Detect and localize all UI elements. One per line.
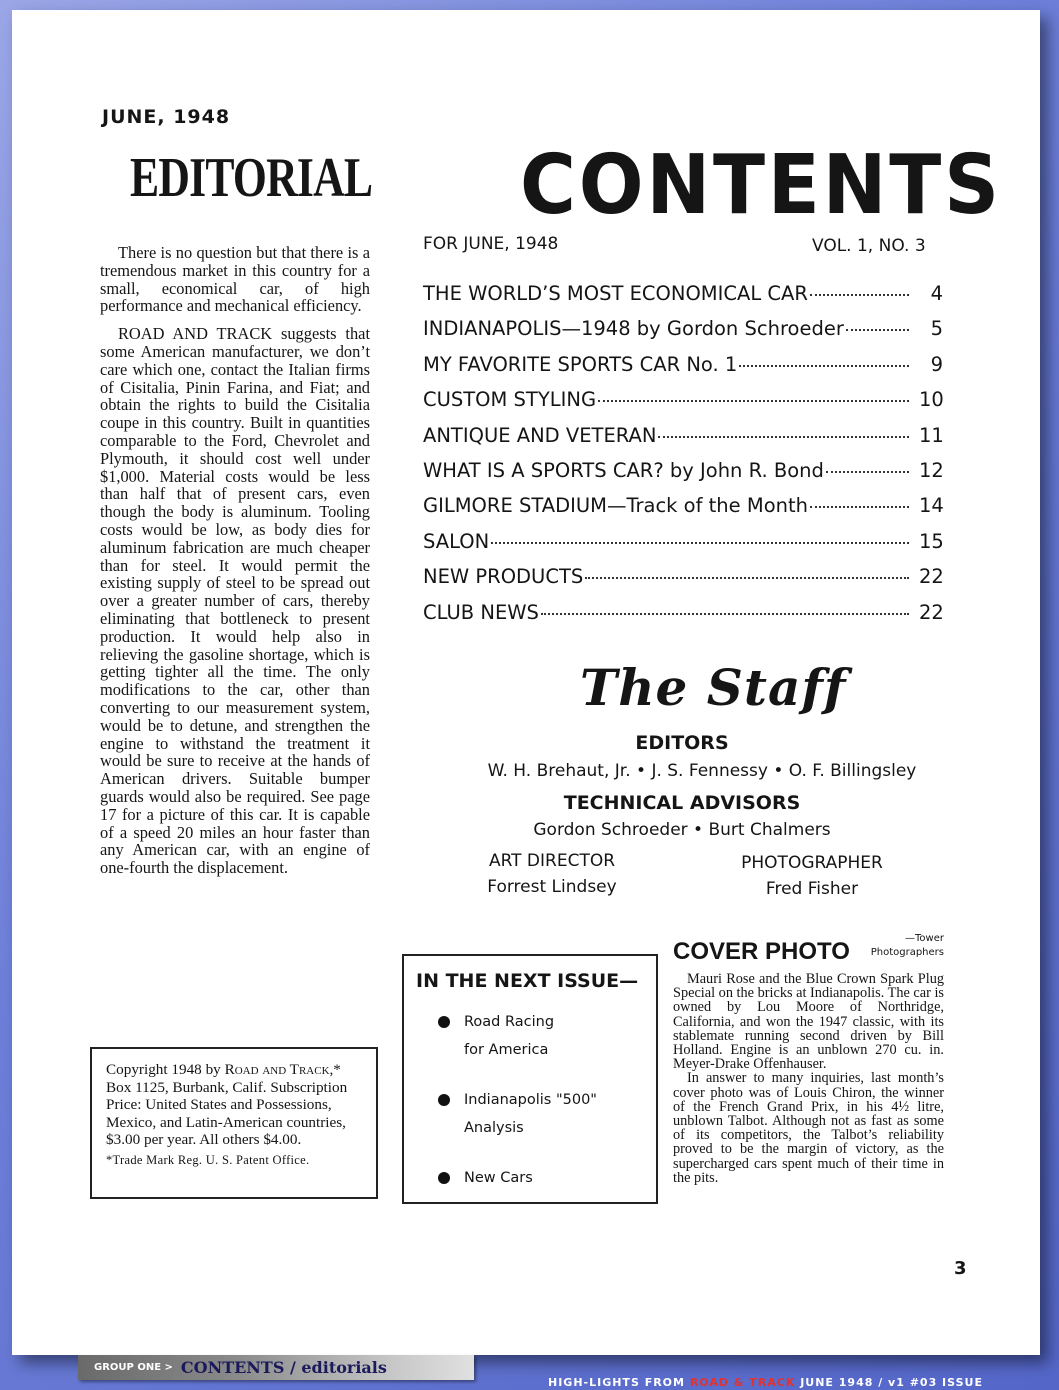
copyright-text xyxy=(106,1061,368,1149)
toc-row[interactable] xyxy=(423,424,943,459)
contents-issue: FOR JUNE, 1948 xyxy=(423,234,559,254)
next-item-line: for America xyxy=(464,1042,549,1058)
tech-advisors-names: Gordon Schroeder • Burt Chalmers xyxy=(533,820,831,840)
next-issue-box xyxy=(402,954,658,1204)
cover-paragraph: Mauri Rose and the Blue Crown Spark Plug Special on the bricks at Indianapolis. The car is owned by Lou Moore of Northridge, California, and won the 1947 classic, with its stablemate running second driven by Bill Holland. Engine is an unblown 270 cu. in. Meyer-Drake Offenhauser. xyxy=(673,971,944,1073)
toc-title: WHAT IS A SPORTS CAR? by John R. Bond xyxy=(423,458,824,482)
toc-page: 14 xyxy=(919,494,944,518)
cover-paragraph: In answer to many inquiries, last month’s cover photo was of Louis Chiron, the winner of the French Grand Prix, in his 4½ litre, unblown Talbot. Although not as fast as some of its competitors, the Talbot’s reliability proved to be the margin of victory, as the supercharged cars spent much of their time in the pits. xyxy=(673,1070,944,1186)
cover-photo-body xyxy=(673,972,944,1185)
toc-page: 22 xyxy=(919,565,944,589)
next-issue-title: IN THE NEXT ISSUE— xyxy=(416,970,639,992)
toc-title: GILMORE STADIUM—Track of the Month xyxy=(423,494,808,518)
toc-title: THE WORLD’S MOST ECONOMICAL CAR xyxy=(423,282,808,305)
editors-heading: EDITORS xyxy=(635,732,729,754)
contents-volume: VOL. 1, NO. 3 xyxy=(812,236,926,256)
editorial-paragraph: ROAD AND TRACK suggests that some American manufacturer, we don’t care which one, contact the Italian firms of Cisitalia, Pinin Farina, and Fiat; and obtain the rights to build the Cisitalia coupe in this country. Built in quantities comparable to the Ford, Chevrolet and Plymouth, it should cost well under $1,000. Material costs would be less than half that of present cars, even though the body is aluminum. Tooling costs would be low, as body dies for aluminum fabrication are much cheaper than for steel. It would permit the existing supply of steel to be spread out over a greater number of cars, thereby eliminating that bottleneck to present production. It would help also in relieving the gasoline shortage, which is getting tighter all the time. The only modifications to the car, other than converting to our measurement system, would be to detune, and strengthen the engine to withstand the treatment it would be sure to receive at the hands of American drivers. Suitable bumper guards would also be required. See page 17 for a picture of this car. It is capable of a speed 20 miles an hour faster than any American car, with an engine of one-fourth the displacement. xyxy=(100,324,370,878)
toc-leader xyxy=(658,436,909,438)
trademark-note: *Trade Mark Reg. U. S. Patent Office. xyxy=(106,1152,310,1167)
toc-page: 15 xyxy=(919,529,944,553)
toc-leader xyxy=(491,542,909,544)
toc-leader xyxy=(810,294,909,296)
next-issue-list xyxy=(414,1008,646,1192)
bullet-icon xyxy=(438,1172,450,1184)
breadcrumb-group[interactable]: GROUP ONE > xyxy=(94,1362,173,1373)
staff-title: The Staff xyxy=(580,658,847,717)
credit-line: —Tower xyxy=(905,933,944,944)
table-of-contents xyxy=(423,282,943,636)
next-item-line: New Cars xyxy=(464,1170,533,1186)
page-number: 3 xyxy=(954,1258,967,1279)
toc-page: 5 xyxy=(930,317,943,341)
section-nav-bar[interactable] xyxy=(78,1355,474,1380)
toc-page: 4 xyxy=(930,282,943,305)
toc-leader xyxy=(598,400,909,402)
copyright-brand: Road and Track,* xyxy=(224,1061,341,1078)
toc-title: INDIANAPOLIS—1948 by Gordon Schroeder xyxy=(423,317,844,341)
bullet-icon xyxy=(438,1094,450,1106)
footer-prefix: HIGH-LIGHTS FROM xyxy=(548,1376,685,1389)
editorial-body xyxy=(100,244,370,887)
toc-title: CUSTOM STYLING xyxy=(423,388,597,412)
toc-row[interactable] xyxy=(423,282,943,317)
toc-row[interactable] xyxy=(423,601,943,636)
footer-suffix: JUNE 1948 / v1 #03 ISSUE xyxy=(800,1376,983,1389)
toc-row[interactable] xyxy=(423,494,943,529)
toc-row[interactable] xyxy=(423,565,943,600)
toc-leader xyxy=(810,506,909,508)
toc-page: 9 xyxy=(930,352,943,376)
bullet-icon xyxy=(438,1016,450,1028)
toc-row[interactable] xyxy=(423,317,943,352)
editorial-title: EDITORIAL xyxy=(130,147,373,209)
copyright-address: Box 1125, Burbank, Calif. Subscription Price: United States and Possessions, Mexico, and Latin-American countries, $3.00 per year. All others $4.00. xyxy=(106,1078,348,1148)
toc-title: SALON xyxy=(423,529,490,553)
next-item-line: Indianapolis "500" xyxy=(464,1092,597,1108)
toc-page: 12 xyxy=(919,458,944,482)
issue-date: JUNE, 1948 xyxy=(102,106,231,128)
tech-advisors-heading: TECHNICAL ADVISORS xyxy=(563,792,801,814)
cover-photo-title: COVER PHOTO xyxy=(673,938,850,965)
toc-leader xyxy=(846,329,909,331)
toc-page: 22 xyxy=(919,600,944,624)
toc-leader xyxy=(739,365,909,367)
magazine-page xyxy=(12,10,1040,1355)
cover-photo-credit xyxy=(858,932,944,960)
toc-page: 11 xyxy=(919,423,944,447)
next-item-line: Road Racing xyxy=(464,1014,555,1030)
photographer-name: Fred Fisher xyxy=(765,879,859,899)
copyright-line: Copyright 1948 by xyxy=(106,1061,221,1078)
art-director-name: Forrest Lindsey xyxy=(487,877,617,897)
toc-leader xyxy=(585,577,909,579)
toc-page: 10 xyxy=(919,388,944,412)
next-item-line: Analysis xyxy=(464,1120,524,1136)
credit-line: Photographers xyxy=(870,947,944,958)
toc-row[interactable] xyxy=(423,459,943,494)
art-director-heading: ART DIRECTOR xyxy=(488,851,616,871)
footer-brand: ROAD & TRACK xyxy=(689,1376,796,1389)
toc-row[interactable] xyxy=(423,530,943,565)
copyright-box xyxy=(90,1047,378,1199)
list-item xyxy=(414,1086,646,1142)
contents-title: CONTENTS xyxy=(520,138,1002,233)
toc-title: NEW PRODUCTS xyxy=(423,565,584,589)
toc-row[interactable] xyxy=(423,353,943,388)
photographer-heading: PHOTOGRAPHER xyxy=(741,853,883,873)
toc-title: MY FAVORITE SPORTS CAR No. 1 xyxy=(423,352,738,376)
list-item xyxy=(414,1008,646,1064)
toc-row[interactable] xyxy=(423,388,943,423)
toc-title: ANTIQUE AND VETERAN xyxy=(423,423,657,447)
toc-title: CLUB NEWS xyxy=(423,600,539,624)
list-item xyxy=(414,1164,646,1192)
editorial-paragraph: There is no question but that there is a tremendous market in this country for a small, economical car, of high performance and mechanical efficiency. xyxy=(100,243,370,316)
toc-leader xyxy=(826,471,909,473)
breadcrumb-section[interactable]: CONTENTS / editorials xyxy=(180,1358,387,1377)
toc-leader xyxy=(541,613,909,615)
footer-highlights xyxy=(548,1376,983,1389)
editors-names: W. H. Brehaut, Jr. • J. S. Fennessy • O. F. Billingsley xyxy=(487,761,917,781)
